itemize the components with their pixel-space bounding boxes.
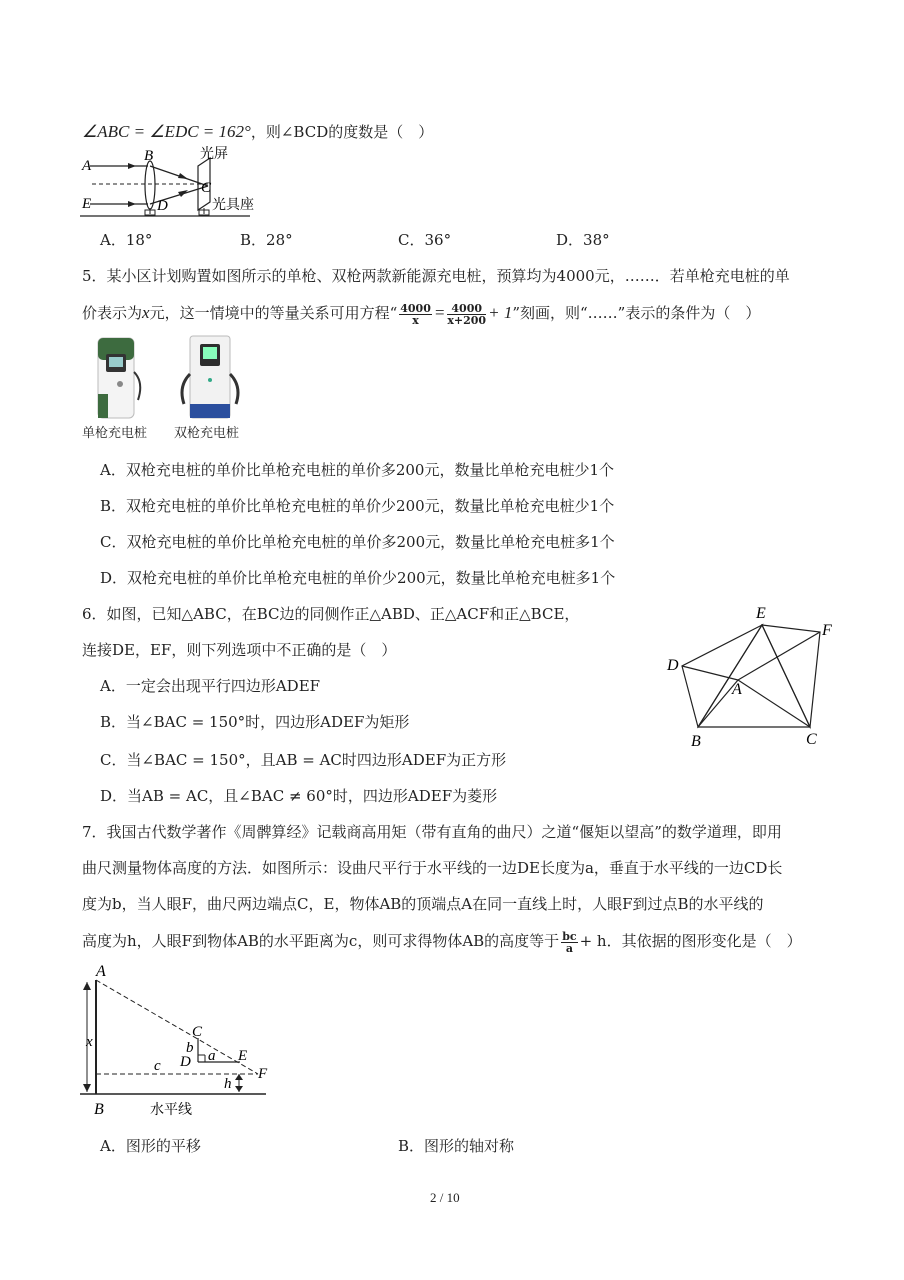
- q5-image-label-dual: 双枪充电桩: [174, 426, 240, 441]
- q7-label-x: x: [86, 1034, 93, 1050]
- q7-label-b-side: b: [186, 1040, 194, 1056]
- q5-frac1: [399, 303, 432, 326]
- q6-triangle-figure: [660, 600, 840, 750]
- q4-label-e: E: [82, 196, 92, 212]
- q7-frac-num: bc: [562, 929, 577, 943]
- q7-label-h: h: [224, 1076, 232, 1092]
- q5-single-charger-image: [94, 336, 146, 420]
- q7-line3: 度为b，当人眼F，曲尺两边端点C，E，物体AB的顶端点A在同一直线上时，人眼F到过点B的水平线的: [82, 895, 764, 913]
- q5-var-x: x: [142, 303, 150, 322]
- q5-frac2-num: 4000: [447, 303, 486, 315]
- q5-line1: 5．某小区计划购置如图所示的单枪、双枪两款新能源充电桩，预算均为4000元，……．若单枪充电桩的单: [82, 267, 790, 285]
- q7-frac-den: a: [565, 941, 573, 955]
- q6-label-d: D: [667, 657, 679, 674]
- q4-option-a: A．18°: [100, 231, 153, 249]
- q4-label-a: A: [82, 158, 92, 174]
- q7-label-c-side: c: [154, 1058, 161, 1074]
- q7-option-a: A．图形的平移: [100, 1137, 201, 1155]
- q7-label-c: C: [192, 1024, 203, 1040]
- q5-frac1-num: 4000: [400, 301, 431, 315]
- q6-label-b: B: [691, 733, 701, 750]
- q7-label-e: E: [238, 1048, 248, 1064]
- q5-frac1-den: x: [412, 313, 419, 327]
- q6-label-f: F: [822, 622, 832, 639]
- q5-option-a: A．双枪充电桩的单价比单枪充电桩的单价多200元，数量比单枪充电桩少1个: [100, 461, 615, 479]
- q4-optics-figure: [80, 146, 280, 218]
- q7-line2: 曲尺测量物体高度的方法．如图所示：设曲尺平行于水平线的一边DE长度为a，垂直于水平线的一边CD长: [82, 859, 783, 877]
- q5-frac2: [447, 303, 486, 326]
- q6-line1: 6．如图，已知△ABC，在BC边的同侧作正△ABD、正△ACF和正△BCE，: [82, 605, 580, 623]
- q5-option-d: D．双枪充电桩的单价比单枪充电桩的单价少200元，数量比单枪充电桩多1个: [100, 569, 616, 587]
- q6-option-a: A．一定会出现平行四边形ADEF: [100, 677, 321, 695]
- q4-label-screen: 光屏: [200, 147, 228, 162]
- q5-frac2-den: x+200: [447, 313, 487, 327]
- q4-option-c: C．36°: [398, 231, 452, 249]
- q5-eq: =: [433, 303, 446, 322]
- q5-line2-mid: 元，这一情境中的等量关系可用方程“: [149, 304, 398, 322]
- q5-image-label-single: 单枪充电桩: [82, 426, 148, 441]
- q7-frac: [561, 931, 577, 954]
- q4-stem-text: ，则∠BCD的度数是（ ）: [250, 123, 434, 141]
- q4-option-d: D．38°: [556, 231, 610, 249]
- q6-label-c: C: [806, 731, 817, 748]
- q7-label-b: B: [94, 1101, 104, 1118]
- q7-label-f: F: [258, 1066, 268, 1082]
- q7-measure-figure: [76, 962, 276, 1122]
- q4-stem: [82, 122, 433, 142]
- q7-line1: 7．我国古代数学著作《周髀算经》记载商高用矩（带有直角的曲尺）之道“偃矩以望高”的数学道理，即用: [82, 823, 782, 841]
- q7-line4: [82, 928, 802, 954]
- q6-line2: 连接DE，EF，则下列选项中不正确的是（ ）: [82, 641, 397, 659]
- q7-label-horizontal: 水平线: [150, 1103, 192, 1118]
- q6-label-e: E: [756, 605, 766, 622]
- q6-option-b: B．当∠BAC = 150°时，四边形ADEF为矩形: [100, 713, 410, 731]
- q6-label-a: A: [732, 681, 742, 698]
- q7-line4-post: + h．其依据的图形变化是（ ）: [579, 932, 802, 950]
- q7-option-b: B．图形的轴对称: [398, 1137, 515, 1155]
- q7-label-a: A: [96, 963, 106, 980]
- q4-stem-math: ∠ABC = ∠EDC = 162°: [82, 122, 251, 141]
- q5-option-b: B．双枪充电桩的单价比单枪充电桩的单价少200元，数量比单枪充电桩少1个: [100, 497, 615, 515]
- q4-label-bench: 光具座: [212, 198, 254, 213]
- page-number: 2 / 10: [430, 1190, 460, 1205]
- q5-line2: [82, 300, 760, 326]
- q6-option-d: D．当AB = AC，且∠BAC ≠ 60°时，四边形ADEF为菱形: [100, 787, 498, 805]
- q7-line4-pre: 高度为h，人眼F到物体AB的水平距离为c，则可求得物体AB的高度等于: [82, 932, 560, 950]
- q7-label-d: D: [180, 1054, 191, 1070]
- q5-option-c: C．双枪充电桩的单价比单枪充电桩的单价多200元，数量比单枪充电桩多1个: [100, 533, 615, 551]
- q4-label-b: B: [144, 148, 154, 164]
- q5-plus-one: + 1: [488, 303, 513, 322]
- q5-line2-pre: 价表示为: [82, 304, 143, 322]
- q4-option-b: B．28°: [240, 231, 293, 249]
- q7-label-a-side: a: [208, 1048, 216, 1064]
- q5-dual-charger-image: [176, 334, 246, 420]
- q5-line2-post: ”刻画，则“……”表示的条件为（ ）: [512, 304, 761, 322]
- q6-option-c: C．当∠BAC = 150°，且AB = AC时四边形ADEF为正方形: [100, 751, 507, 769]
- q4-label-d: D: [157, 198, 168, 214]
- q4-label-c: C: [201, 180, 212, 196]
